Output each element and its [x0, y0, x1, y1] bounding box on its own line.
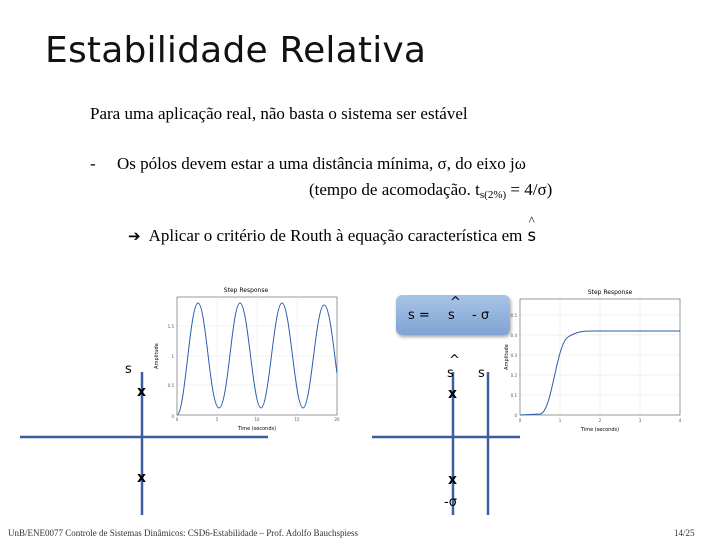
svg-text:0: 0 — [514, 413, 517, 418]
svg-text:10: 10 — [254, 417, 260, 422]
svg-text:2: 2 — [598, 418, 602, 423]
slide-title: Estabilidade Relativa — [45, 30, 427, 71]
svg-text:1: 1 — [171, 354, 174, 359]
plot-right-title: Step Response — [587, 289, 633, 296]
svg-text:5: 5 — [215, 417, 219, 422]
pole-marker-upper-left: x — [137, 384, 147, 400]
poles-text: Os pólos devem estar a uma distância mínima, σ, do eixo jω — [117, 154, 526, 173]
svg-text:4: 4 — [678, 418, 682, 423]
s-hat-axis-label: ^ s — [447, 353, 460, 381]
substitution-equation-box — [396, 295, 510, 335]
pole-marker-lower-right: x — [448, 472, 458, 488]
equation-lhs: s = — [408, 308, 430, 323]
pole-marker-upper-right: x — [448, 386, 458, 402]
equation-s-hat: ^ s — [448, 295, 461, 323]
pole-marker-lower-left: x — [137, 470, 147, 486]
page-number: 14/25 — [674, 528, 695, 538]
s-axis-label-left: s — [125, 362, 132, 377]
routh-instruction: ➔ Aplicar o critério de Routh à equação característica em ^ s — [128, 213, 537, 246]
plot-right-ylabel: Amplitude — [504, 344, 510, 370]
minus-sigma-label: -σ — [444, 495, 457, 510]
equation-rhs: - σ — [472, 308, 490, 323]
plot-left-xlabel: Time (seconds) — [237, 426, 277, 432]
intro-text: Para uma aplicação real, não basta o sistema ser estável — [90, 104, 468, 123]
s-hat-symbol: ^ s — [526, 213, 537, 246]
svg-text:0: 0 — [175, 417, 179, 422]
svg-text:0.2: 0.2 — [510, 373, 517, 378]
svg-text:1: 1 — [558, 418, 562, 423]
s-axis-label-right: s — [478, 366, 485, 381]
svg-text:15: 15 — [294, 417, 300, 422]
plot-right-xlabel: Time (seconds) — [580, 427, 620, 433]
svg-text:0: 0 — [171, 414, 174, 419]
svg-text:20: 20 — [334, 417, 340, 422]
svg-text:1.5: 1.5 — [167, 324, 174, 329]
svg-text:3: 3 — [638, 418, 642, 423]
svg-text:0: 0 — [518, 418, 522, 423]
svg-text:0.3: 0.3 — [510, 353, 517, 358]
plot-left-ylabel: Amplitude — [154, 343, 160, 369]
svg-text:0.5: 0.5 — [510, 313, 517, 318]
svg-text:0.1: 0.1 — [510, 393, 517, 398]
arrow-icon: ➔ — [128, 227, 141, 245]
svg-text:0.5: 0.5 — [167, 383, 174, 388]
plot-left-title: Step Response — [223, 287, 269, 294]
footer-text: UnB/ENE0077 Controle de Sistemas Dinâmicos: CSD6-Estabilidade – Prof. Adolfo Bauchspiess — [8, 528, 358, 538]
bullet-dash: - — [90, 154, 96, 173]
svg-text:0.4: 0.4 — [510, 333, 517, 338]
settling-time-text: (tempo de acomodação. $t_{s(2\%)} = 4/\sigma$) — [309, 180, 553, 201]
settling-subscript: s(2%) — [479, 189, 507, 201]
